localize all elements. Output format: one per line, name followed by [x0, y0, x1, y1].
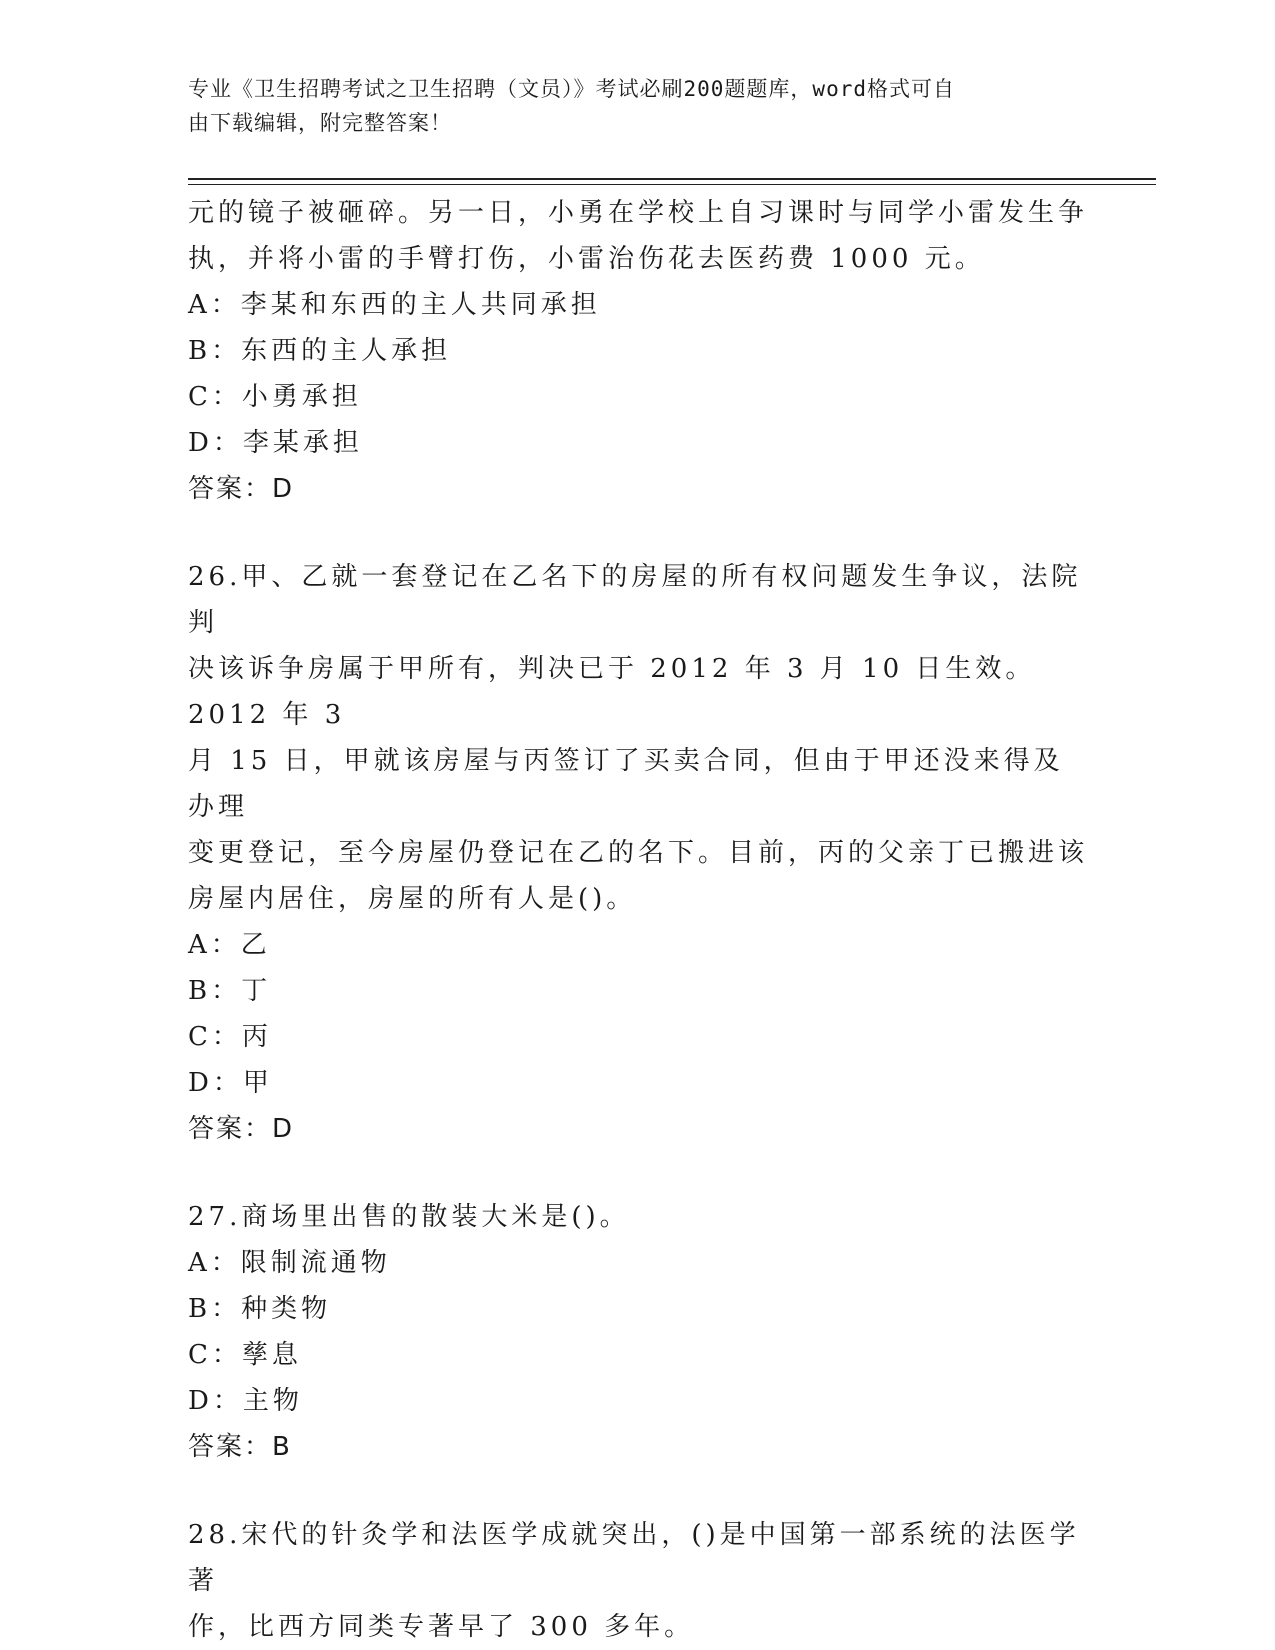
question-text-line: 月 15 日，甲就该房屋与丙签订了买卖合同，但由于甲还没来得及办理	[188, 746, 1064, 822]
document-header	[188, 72, 1068, 140]
question-text-line: 28.宋代的针灸学和法医学成就突出，()是中国第一部系统的法医学著	[188, 1520, 1080, 1596]
option-d: D：李某承担	[188, 428, 363, 458]
question-26	[188, 554, 1088, 1152]
question-text-line: 27.商场里出售的散装大米是()。	[188, 1202, 630, 1232]
document-body	[188, 190, 1088, 1650]
header-divider-thin	[188, 184, 1156, 185]
question-28	[188, 1512, 1088, 1650]
option-d: D：主物	[188, 1386, 303, 1416]
option-d: D：甲	[188, 1068, 273, 1098]
question-27	[188, 1194, 1088, 1470]
option-a: A：李某和东西的主人共同承担	[188, 290, 601, 320]
question-text-line: 房屋内居住，房屋的所有人是()。	[188, 884, 637, 914]
header-divider-thick	[188, 178, 1156, 180]
header-line-2: 由下载编辑，附完整答案！	[188, 111, 452, 135]
question-text-line: 26.甲、乙就一套登记在乙名下的房屋的所有权问题发生争议，法院判	[188, 562, 1082, 638]
question-text-line: 作，比西方同类专著早了 300 多年。	[188, 1612, 695, 1642]
answer: 答案：D	[188, 474, 295, 504]
answer: 答案：B	[188, 1432, 292, 1462]
question-text-line: 决该诉争房属于甲所有，判决已于 2012 年 3 月 10 日生效。2012 年 3	[188, 654, 1036, 730]
question-text-line: 执，并将小雷的手臂打伤，小雷治伤花去医药费 1000 元。	[188, 244, 985, 274]
option-b: B：种类物	[188, 1294, 332, 1324]
option-b: B：丁	[188, 976, 272, 1006]
question-text-line: 元的镜子被砸碎。另一日，小勇在学校上自习课时与同学小雷发生争	[188, 198, 1089, 228]
option-c: C：丙	[188, 1022, 272, 1052]
header-line-1: 专业《卫生招聘考试之卫生招聘（文员）》考试必刷200题题库，word格式可自	[188, 77, 955, 101]
answer: 答案：D	[188, 1114, 295, 1144]
option-a: A：限制流通物	[188, 1248, 391, 1278]
question-text-line: 变更登记，至今房屋仍登记在乙的名下。目前，丙的父亲丁已搬进该	[188, 838, 1089, 868]
option-c: C：小勇承担	[188, 382, 362, 412]
option-c: C：孳息	[188, 1340, 302, 1370]
option-a: A：乙	[188, 930, 271, 960]
option-b: B：东西的主人承担	[188, 336, 452, 366]
question-25	[188, 190, 1088, 512]
